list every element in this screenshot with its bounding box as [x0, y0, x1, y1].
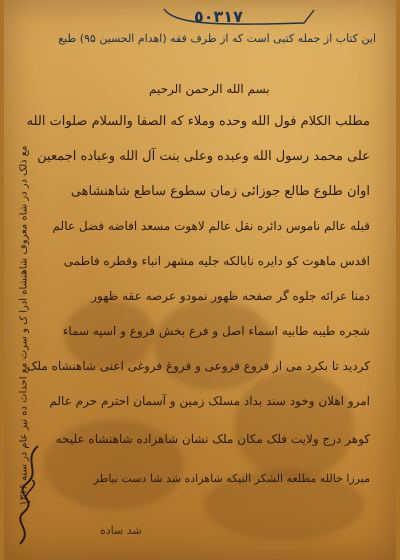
text-line-3: اوان طلوع طالع جوزائی زمان سطوع ساطع شاهنشاهی: [70, 184, 370, 199]
text-line-6: دمنا عرائه جلوه گر صفحه ظهور نمودو عرصه عقه ظهور: [91, 289, 370, 303]
text-line-11: میرزا خالله مطلعه الشکر النیکه شاهزاده شد شا دست بیاطر: [93, 472, 370, 485]
bismillah: بسم الله الرحمن الرحیم: [149, 82, 270, 96]
manuscript-page: [4, 0, 396, 560]
acquisition-note: این کتاب از جمله کتبی است که از طرف فقه (اهدام الحسین ۹۵) طبع: [58, 32, 376, 45]
signature: [8, 440, 48, 550]
water-stain: [234, 370, 354, 480]
text-line-4: قبله عالم ناموس دائره نقل عالم لاهوت مسعد افاضه فضل عالم: [52, 219, 370, 233]
text-line-2: علی محمد رسول الله وعبده وعلی بنت آل الله وعباده اجمعین: [37, 149, 370, 164]
text-line-1: مطلب الکلام فول الله وحده وملاء که الصفا والسلام صلوات الله: [26, 114, 370, 129]
text-line-7: شجره طیبه طابیه اسماء اصل و فرع بخش فروع و اسپه سماء: [62, 324, 370, 338]
catalog-number: ٥٠٣١٧: [194, 7, 243, 26]
bottom-note: شد ساده: [100, 524, 142, 537]
water-stain: [154, 300, 274, 390]
text-line-5: اقدس ماهوت کو دایره نابالکه جلیه مشهر انباء وقطره فاطمی: [63, 254, 370, 268]
text-line-8: کردید تا بکرد می از فروع فروعی و فروغ فروغی اعنی شاهنشاه ملک: [26, 359, 370, 373]
text-line-10: کوهر درج ولایت فلک مکان ملک نشان شاهزاده شاهنشاه علیحه: [55, 432, 370, 446]
margin-note-left: مع ذلک در در شاه معروف شاهنشاه ادرا ک و سرت مع احداث ده نیز عام در سنه ۱۳۱۶: [18, 145, 30, 506]
text-line-9: امرو اهلان وخود سند بداد مسلک زمین و آسمان احترم حرم عالم: [49, 394, 370, 408]
